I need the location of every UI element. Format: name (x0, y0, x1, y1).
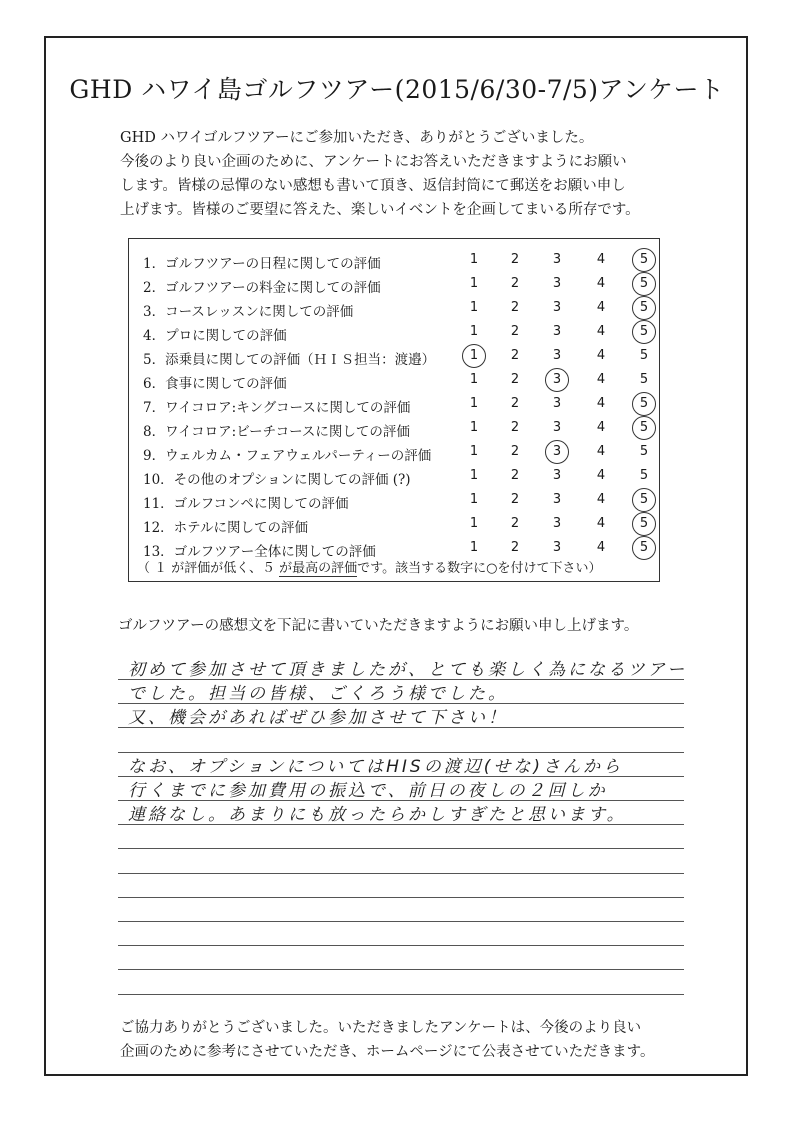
rating-option-3[interactable]: 3 (552, 348, 562, 363)
rating-option-4[interactable]: 4 (596, 444, 606, 459)
writing-line (118, 945, 684, 970)
rating-option-4[interactable]: 4 (596, 492, 606, 507)
rating-option-5[interactable]: 5 (634, 492, 654, 507)
writing-line (118, 728, 684, 753)
rating-note-underlined: が最高の評価 (279, 561, 358, 576)
rating-option-5[interactable]: 5 (634, 300, 654, 315)
writing-line (118, 873, 684, 898)
rating-option-1[interactable]: 1 (469, 516, 479, 531)
rating-option-5[interactable]: 5 (634, 516, 654, 531)
handwritten-text: なお、オプションについてはHISの渡辺(せな)さんから (128, 756, 623, 777)
rating-table (128, 238, 660, 582)
rating-option-5[interactable]: 5 (639, 444, 649, 459)
rating-row (129, 273, 659, 297)
rating-option-1[interactable]: 1 (469, 492, 479, 507)
rating-option-2[interactable]: 2 (510, 516, 520, 531)
rating-note-part2: です。該当する数字に○を付けて下さい） (357, 561, 602, 576)
question-label: 11．ゴルフコンペに関しての評価 (143, 496, 349, 512)
writing-line (118, 655, 688, 680)
rating-row (129, 321, 659, 345)
rating-option-4[interactable]: 4 (596, 252, 606, 267)
rating-option-3[interactable]: 3 (547, 372, 567, 387)
rating-option-3[interactable]: 3 (552, 300, 562, 315)
writing-line (118, 849, 684, 874)
intro-line: GHD ハワイゴルフツアーにご参加いただき、ありがとうございました。 (120, 130, 594, 146)
question-label: 9．ウェルカム・フェアウェルパーティーの評価 (143, 448, 432, 464)
page-title: GHD ハワイ島ゴルフツアー(2015/6/30-7/5)アンケート (69, 75, 725, 104)
handwritten-text: 又、機会があればぜひ参加させて下さい！ (128, 708, 508, 729)
intro-line: 上げます。皆様のご要望に答えた、楽しいイベントを企画してまいる所存です。 (120, 202, 640, 218)
rating-option-5[interactable]: 5 (634, 540, 654, 555)
rating-option-3[interactable]: 3 (547, 444, 567, 459)
rating-row (129, 465, 659, 489)
rating-option-4[interactable]: 4 (596, 372, 606, 387)
rating-option-3[interactable]: 3 (552, 276, 562, 291)
rating-option-4[interactable]: 4 (596, 468, 606, 483)
rating-row (129, 489, 659, 513)
question-label: 3．コースレッスンに関しての評価 (143, 304, 354, 320)
closing-text (120, 1016, 654, 1064)
rating-option-3[interactable]: 3 (552, 516, 562, 531)
rating-option-2[interactable]: 2 (510, 300, 520, 315)
rating-row (129, 345, 659, 369)
rating-option-2[interactable]: 2 (510, 324, 520, 339)
rating-option-3[interactable]: 3 (552, 324, 562, 339)
rating-option-4[interactable]: 4 (596, 324, 606, 339)
rating-row (129, 513, 659, 537)
rating-option-4[interactable]: 4 (596, 348, 606, 363)
intro-text (120, 126, 700, 222)
rating-option-1[interactable]: 1 (469, 540, 479, 555)
rating-option-4[interactable]: 4 (596, 516, 606, 531)
rating-option-3[interactable]: 3 (552, 396, 562, 411)
rating-option-1[interactable]: 1 (464, 348, 484, 363)
rating-row (129, 537, 659, 561)
writing-line (118, 679, 684, 704)
closing-line: 企画のために参考にさせていただき、ホームページにて公表させていただきます。 (120, 1044, 655, 1060)
rating-option-2[interactable]: 2 (510, 396, 520, 411)
rating-option-2[interactable]: 2 (510, 252, 520, 267)
rating-option-2[interactable]: 2 (510, 276, 520, 291)
question-label: 6．食事に関しての評価 (143, 376, 287, 392)
question-label: 5．添乗員に関しての評価（ＨＩＳ担当：渡邉） (143, 352, 436, 368)
rating-option-1[interactable]: 1 (469, 276, 479, 291)
rating-option-3[interactable]: 3 (552, 420, 562, 435)
rating-option-5[interactable]: 5 (639, 468, 649, 483)
rating-option-5[interactable]: 5 (639, 348, 649, 363)
rating-option-1[interactable]: 1 (469, 324, 479, 339)
question-label: 7．ワイコロア:キングコースに関しての評価 (143, 400, 411, 416)
rating-option-1[interactable]: 1 (469, 396, 479, 411)
writing-line (118, 921, 684, 946)
rating-option-1[interactable]: 1 (469, 372, 479, 387)
writing-line (118, 897, 684, 922)
rating-option-5[interactable]: 5 (634, 252, 654, 267)
rating-option-2[interactable]: 2 (510, 540, 520, 555)
closing-line: ご協力ありがとうございました。いただきましたアンケートは、今後のより良い (120, 1020, 642, 1036)
rating-row (129, 249, 659, 273)
writing-line (118, 776, 684, 801)
rating-option-1[interactable]: 1 (469, 300, 479, 315)
rating-row (129, 297, 659, 321)
rating-option-5[interactable]: 5 (634, 276, 654, 291)
writing-line (118, 970, 684, 995)
rating-option-4[interactable]: 4 (596, 396, 606, 411)
rating-option-1[interactable]: 1 (469, 420, 479, 435)
rating-row (129, 393, 659, 417)
rating-option-5[interactable]: 5 (634, 324, 654, 339)
question-label: 1．ゴルフツアーの日程に関しての評価 (143, 256, 381, 272)
question-label: 4．プロに関しての評価 (143, 328, 287, 344)
rating-row (129, 369, 659, 393)
rating-option-3[interactable]: 3 (552, 252, 562, 267)
rating-option-2[interactable]: 2 (510, 468, 520, 483)
writing-line (118, 800, 684, 825)
rating-option-2[interactable]: 2 (510, 444, 520, 459)
question-label: 2．ゴルフツアーの料金に関しての評価 (143, 280, 381, 296)
rating-row (129, 441, 659, 465)
intro-line: 今後のより良い企画のために、アンケートにお答えいただきますようにお願い (120, 154, 627, 170)
handwritten-text: 初めて参加させて頂きましたが、とても楽しく為になるツアー (128, 660, 688, 680)
rating-option-1[interactable]: 1 (469, 468, 479, 483)
question-label: 12．ホテルに関しての評価 (143, 520, 309, 536)
rating-option-4[interactable]: 4 (596, 420, 606, 435)
rating-option-2[interactable]: 2 (510, 348, 520, 363)
rating-option-3[interactable]: 3 (552, 468, 562, 483)
rating-option-5[interactable]: 5 (634, 420, 654, 435)
impressions-header: ゴルフツアーの感想文を下記に書いていただきますようにお願い申し上げます。 (118, 618, 639, 634)
handwritten-text: でした。担当の皆様、ごくろう様でした。 (128, 684, 508, 705)
rating-option-2[interactable]: 2 (510, 420, 520, 435)
writing-line (118, 824, 684, 849)
intro-line: します。皆様の忌憚のない感想も書いて頂き、返信封筒にて郵送をお願い申し (120, 178, 626, 194)
rating-row (129, 417, 659, 441)
question-label: 10．その他のオプションに関しての評価 (?) (143, 472, 411, 488)
rating-option-2[interactable]: 2 (510, 372, 520, 387)
question-label: 8．ワイコロア:ビーチコースに関しての評価 (143, 424, 410, 440)
rating-option-1[interactable]: 1 (469, 444, 479, 459)
handwritten-text: 行くまでに参加費用の振込で、前日の夜しの２回しか (128, 781, 608, 801)
rating-option-2[interactable]: 2 (510, 492, 520, 507)
writing-line (118, 703, 684, 728)
rating-note-part1: （ １ が評価が低く、５ (137, 561, 280, 576)
question-label: 13．ゴルフツアー全体に関しての評価 (143, 544, 376, 560)
rating-option-1[interactable]: 1 (469, 252, 479, 267)
rating-option-4[interactable]: 4 (596, 276, 606, 291)
rating-option-4[interactable]: 4 (596, 540, 606, 555)
rating-option-4[interactable]: 4 (596, 300, 606, 315)
writing-line (118, 752, 684, 777)
rating-option-5[interactable]: 5 (634, 396, 654, 411)
handwritten-text: 連絡なし。あまりにも放ったらかしすぎたと思います。 (128, 805, 627, 826)
rating-option-3[interactable]: 3 (552, 540, 562, 555)
rating-option-3[interactable]: 3 (552, 492, 562, 507)
rating-option-5[interactable]: 5 (639, 372, 649, 387)
